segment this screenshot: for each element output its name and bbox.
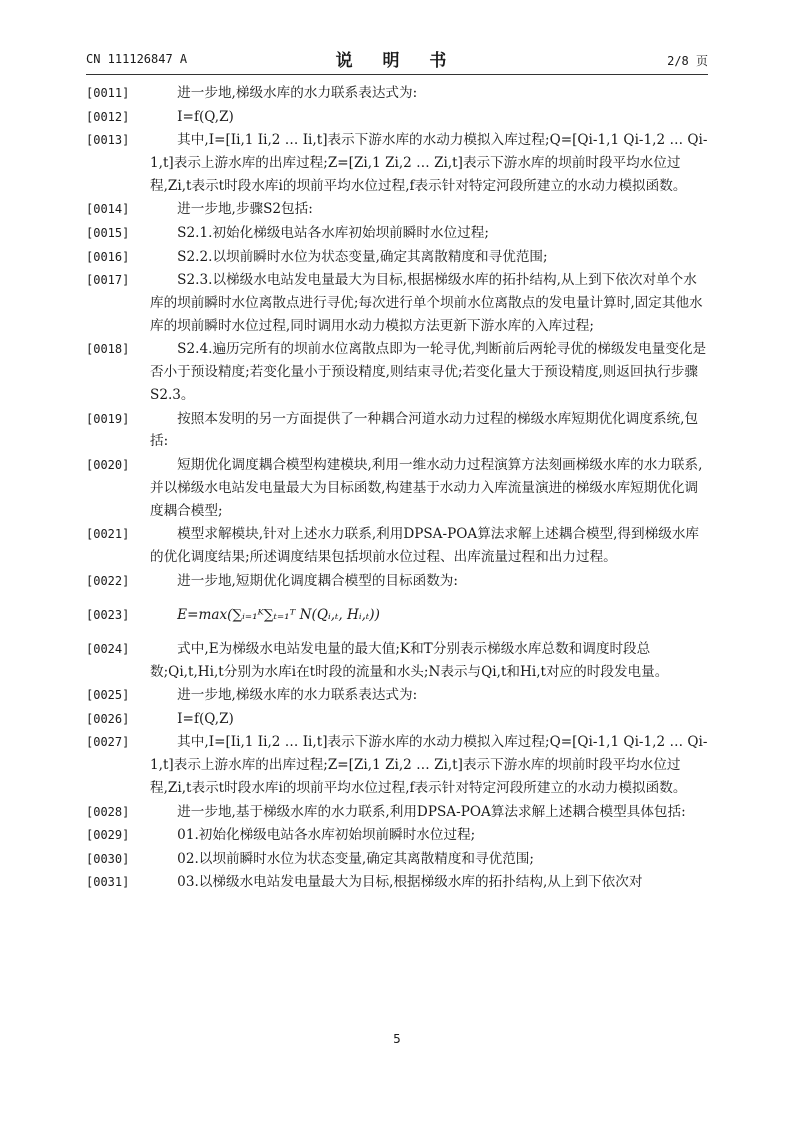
paragraph-text: 其中,I=[Ii,1 Ii,2 … Ii,t]表示下游水库的水动力模拟入库过程;Q=[Qi-1,1 Qi-1,2 … Qi-1,t]表示上游水库的出库过程;Z=[Zi,1 Zi,2 … Zi,t]表示下游水库的坝前时段平均水位过程,Zi,t表示t时段水库i的坝前平均水位过程,f表示针对特定河段所建立的水动力模拟函数。 (150, 734, 708, 797)
paragraph (86, 129, 708, 197)
paragraph-text: I=f(Q,Z) (150, 108, 234, 125)
paragraph-number: [0024] (86, 641, 130, 656)
paragraph-text: 进一步地,基于梯级水库的水力联系,利用DPSA-POA算法求解上述耦合模型具体包括: (150, 803, 686, 820)
paragraph-number: [0027] (86, 735, 130, 750)
paragraph-number: [0021] (86, 527, 130, 542)
page-number: 5 (393, 1032, 401, 1046)
paragraph (86, 824, 708, 847)
paragraph-number: [0030] (86, 851, 130, 866)
paragraph (86, 638, 708, 684)
paragraph-number: [0015] (86, 225, 130, 240)
document-body (86, 82, 708, 895)
paragraph (86, 408, 708, 454)
paragraph-text: 式中,E为梯级水电站发电量的最大值;K和T分别表示梯级水库总数和调度时段总数;Qi,t,Hi,t分别为水库i在t时段的流量和水头;N表示与Qi,t和Hi,t对应的时段发电量。 (150, 640, 669, 680)
paragraph-text: 03.以梯级水电站发电量最大为目标,根据梯级水库的拓扑结构,从上到下依次对 (150, 874, 643, 891)
paragraph (86, 801, 708, 824)
paragraph-text: 进一步地,步骤S2包括: (150, 201, 313, 218)
objective-formula: E=max(∑ᵢ₌₁ᴷ∑ₜ₌₁ᵀ N(Qᵢ,ₜ, Hᵢ,ₜ)) (150, 607, 380, 624)
paragraph (86, 454, 708, 522)
paragraph-text: S2.2.以坝前瞬时水位为状态变量,确定其离散精度和寻优范围; (150, 248, 548, 265)
paragraph (86, 246, 708, 269)
paragraph-text: S2.1.初始化梯级电站各水库初始坝前瞬时水位过程; (150, 224, 489, 241)
paragraph-number: [0026] (86, 711, 130, 726)
paragraph-text: S2.4.遍历完所有的坝前水位离散点即为一轮寻优,判断前后两轮寻优的梯级发电量变化是否小于预设精度;若变化量小于预设精度,则结束寻优;若变化量大于预设精度,则返回执行步骤S2.3。 (150, 341, 707, 403)
paragraph-number: [0023] (86, 608, 130, 623)
paragraph-number: [0018] (86, 342, 130, 357)
paragraph-number: [0011] (86, 86, 130, 100)
paragraph-number: [0014] (86, 202, 130, 217)
paragraph-text: 进一步地,短期优化调度耦合模型的目标函数为: (150, 572, 458, 589)
paragraph (86, 848, 708, 871)
paragraph-text: 01.初始化梯级电站各水库初始坝前瞬时水位过程; (150, 827, 476, 844)
paragraph (86, 222, 708, 245)
publication-number: CN 111126847 A (86, 52, 188, 66)
document-title: 说 明 书 (335, 51, 459, 71)
paragraph (86, 684, 708, 707)
paragraph (86, 708, 708, 731)
paragraph-number: [0016] (86, 249, 130, 264)
paragraph-number: [0028] (86, 804, 130, 819)
paragraph-number: [0020] (86, 457, 130, 472)
paragraph-text: 按照本发明的另一方面提供了一种耦合河道水动力过程的梯级水库短期优化调度系统,包括: (150, 410, 699, 450)
paragraph-text: 短期优化调度耦合模型构建模块,利用一维水动力过程演算方法刻画梯级水库的水力联系,并以梯级水电站发电量最大为目标函数,构建基于水动力入库流量演进的梯级水库短期优化调度耦合模型; (150, 456, 703, 519)
paragraph (86, 731, 708, 799)
header-rule (86, 74, 708, 75)
paragraph (86, 82, 708, 105)
paragraph-number: [0013] (86, 133, 130, 148)
paragraph-number: [0029] (86, 828, 130, 843)
paragraph-text: 其中,I=[Ii,1 Ii,2 … Ii,t]表示下游水库的水动力模拟入库过程;Q=[Qi-1,1 Qi-1,2 … Qi-1,t]表示上游水库的出库过程;Z=[Zi,1 Zi,2 … Zi,t]表示下游水库的坝前时段平均水位过程,Zi,t表示t时段水库i的坝前平均水位过程,f表示针对特定河段所建立的水动力模拟函数。 (150, 132, 708, 194)
paragraph (86, 106, 708, 129)
paragraph-number: [0022] (86, 573, 130, 588)
paragraph (86, 570, 708, 593)
paragraph-text: 进一步地,梯级水库的水力联系表达式为: (150, 85, 418, 101)
paragraph (86, 198, 708, 221)
paragraph-text: 02.以坝前瞬时水位为状态变量,确定其离散精度和寻优范围; (150, 850, 534, 867)
paragraph-number: [0031] (86, 875, 130, 890)
paragraph-text: I=f(Q,Z) (150, 710, 234, 727)
paragraph (86, 871, 708, 894)
paragraph (86, 338, 708, 406)
page-indicator: 2/8 页 (667, 54, 708, 68)
paragraph-text: 模型求解模块,针对上述水力联系,利用DPSA-POA算法求解上述耦合模型,得到梯级水库的优化调度结果;所述调度结果包括坝前水位过程、出库流量过程和出力过程。 (150, 526, 700, 565)
paragraph-number: [0025] (86, 688, 130, 703)
paragraph (86, 523, 708, 569)
paragraph-number: [0017] (86, 273, 130, 288)
paragraph (86, 269, 708, 337)
paragraph-number: [0019] (86, 411, 130, 426)
paragraph-text: 进一步地,梯级水库的水力联系表达式为: (150, 687, 418, 704)
paragraph-number: [0012] (86, 109, 130, 124)
page-header (86, 46, 708, 70)
paragraph-text: S2.3.以梯级水电站发电量最大为目标,根据梯级水库的拓扑结构,从上到下依次对单个水库的坝前瞬时水位离散点进行寻优;每次进行单个坝前水位离散点的发电量计算时,固定其他水库的坝前瞬时水位过程,同时调用水动力模拟方法更新下游水库的入库过程; (150, 272, 703, 334)
paragraph (86, 593, 708, 637)
